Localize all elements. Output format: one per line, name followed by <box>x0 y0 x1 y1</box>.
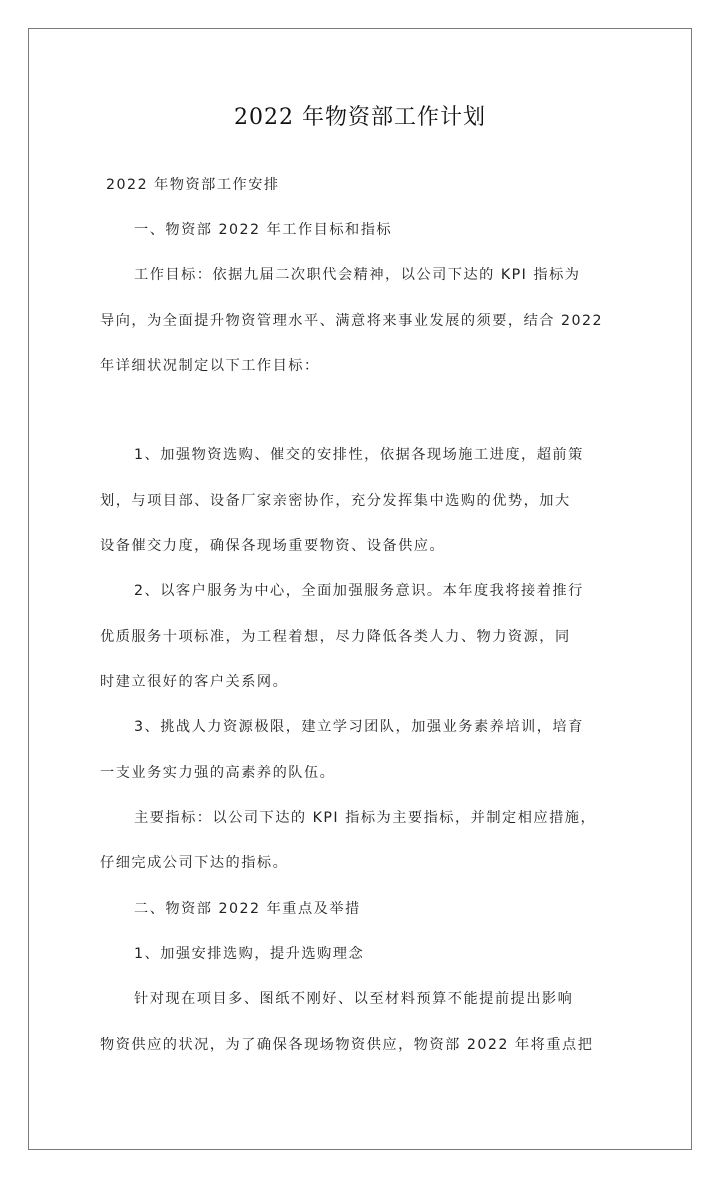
paragraph-line: 3、挑战人力资源极限，建立学习团队，加强业务素养培训，培育 <box>134 719 584 735</box>
paragraph-line: 划，与项目部、设备厂家亲密协作，充分发挥集中选购的优势，加大 <box>100 493 571 509</box>
document-title: 2022 年物资部工作计划 <box>234 105 486 130</box>
paragraph-line: 主要指标：以公司下达的 KPI 指标为主要指标，并制定相应措施， <box>134 810 597 826</box>
paragraph-line: 一支业务实力强的高素养的队伍。 <box>100 765 336 781</box>
paragraph-line: 物资供应的状况，为了确保各现场物资供应，物资部 2022 年将重点把 <box>100 1037 594 1053</box>
paragraph-line: 设备催交力度，确保各现场重要物资、设备供应。 <box>100 538 446 554</box>
paragraph-line: 仔细完成公司下达的指标。 <box>100 855 289 871</box>
paragraph-line: 针对现在项目多、图纸不刚好、以至材料预算不能提前提出影响 <box>134 991 574 1007</box>
section-heading: 2022 年物资部工作安排 <box>106 177 280 193</box>
paragraph-line: 工作目标：依据九届二次职代会精神，以公司下达的 KPI 指标为 <box>134 267 581 283</box>
paragraph-line: 年详细状况制定以下工作目标： <box>100 358 320 374</box>
paragraph-line: 1、加强物资选购、催交的安排性，依据各现场施工进度，超前策 <box>134 447 584 463</box>
paragraph-line: 2、以客户服务为中心，全面加强服务意识。本年度我将接着推行 <box>134 583 584 599</box>
paragraph-line: 时建立很好的客户关系网。 <box>100 674 289 690</box>
subsection-heading: 一、物资部 2022 年工作目标和指标 <box>134 222 393 238</box>
paragraph-line: 导向，为全面提升物资管理水平、满意将来事业发展的须要，结合 2022 <box>100 313 604 329</box>
subsection-heading: 1、加强安排选购，提升选购理念 <box>134 946 365 962</box>
paragraph-line: 优质服务十项标准，为工程着想，尽力降低各类人力、物力资源，同 <box>100 629 571 645</box>
subsection-heading: 二、物资部 2022 年重点及举措 <box>134 901 361 917</box>
